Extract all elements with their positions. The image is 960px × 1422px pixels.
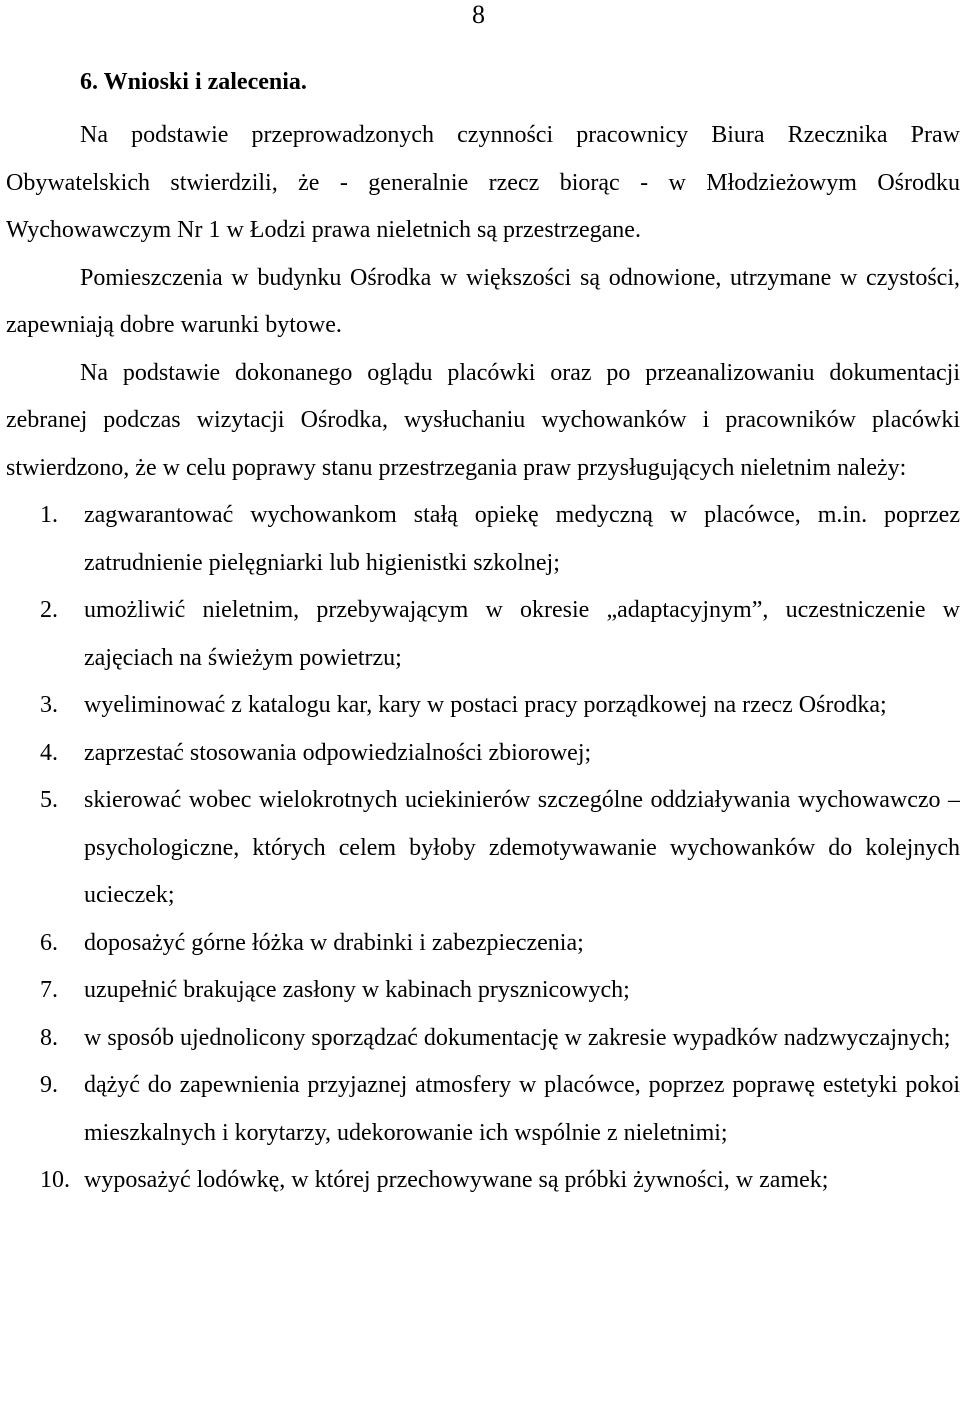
list-item-number: 5. <box>40 787 58 813</box>
list-item <box>6 1015 960 1063</box>
list-item-text: doposażyć górne łóżka w drabinki i zabezpieczenia; <box>84 929 584 956</box>
list-item-number: 1. <box>40 502 58 528</box>
list-item-text: zaprzestać stosowania odpowiedzialności zbiorowej; <box>84 739 592 766</box>
recommendations-list <box>6 492 960 1205</box>
list-item-number: 6. <box>40 929 58 956</box>
list-item-text: wyeliminować z katalogu kar, kary w postaci pracy porządkowej na rzecz Ośrodka; <box>84 692 887 718</box>
list-item <box>6 1062 960 1157</box>
list-item-text: w sposób ujednolicony sporządzać dokumentację w zakresie wypadków nadzwyczajnych; <box>84 1024 951 1051</box>
list-item-text: uzupełnić brakujące zasłony w kabinach prysznicowych; <box>84 977 630 1003</box>
list-item-number: 9. <box>40 1072 58 1098</box>
page-number: 8 <box>472 0 485 29</box>
list-item-number: 8. <box>40 1024 58 1051</box>
list-item-text: umożliwić nieletnim, przebywającym w okresie „adaptacyjnym”, uczestniczenie w zajęciach na świeżym powietrzu; <box>84 597 960 671</box>
paragraph-premises: Pomieszczenia w budynku Ośrodka w większości są odnowione, utrzymane w czystości, zapewniają dobre warunki bytowe. <box>6 264 960 338</box>
list-item <box>6 587 960 682</box>
paragraph-recommendations-intro: Na podstawie dokonanego oglądu placówki oraz po przeanalizowaniu dokumentacji zebranej podczas wizytacji Ośrodka, wysłuchaniu wychowanków i pracowników placówki stwierdzono, że w celu poprawy stanu przestrzegania praw przysługujących nieletnim należy: <box>6 359 960 481</box>
list-item-text: skierować wobec wielokrotnych uciekinierów szczególne oddziaływania wychowawczo – psychologiczne, których celem byłoby zdemotywawanie wychowanków do kolejnych ucieczek; <box>84 787 960 908</box>
list-item-text: dążyć do zapewnienia przyjaznej atmosfery w placówce, poprzez poprawę estetyki pokoi mieszkalnych i korytarzy, udekorowanie ich wspólnie z nieletnimi; <box>84 1072 960 1146</box>
list-item <box>6 920 960 968</box>
list-item-text: wyposażyć lodówkę, w której przechowywane są próbki żywności, w zamek; <box>84 1167 829 1193</box>
list-item <box>6 1157 960 1205</box>
document-body <box>6 62 960 1205</box>
list-item-number: 10. <box>40 1167 70 1193</box>
list-item-text: zagwarantować wychowankom stałą opiekę medyczną w placówce, m.in. poprzez zatrudnienie pielęgniarki lub higienistki szkolnej; <box>84 502 960 576</box>
list-item <box>6 730 960 778</box>
paragraph-findings: Na podstawie przeprowadzonych czynności pracownicy Biura Rzecznika Praw Obywatelskich stwierdzili, że - generalnie rzecz biorąc - w Młodzieżowym Ośrodku Wychowawczym Nr 1 w Łodzi prawa nieletnich są przestrzegane. <box>6 122 960 243</box>
list-item-number: 3. <box>40 692 58 718</box>
list-item-number: 7. <box>40 977 58 1003</box>
list-item <box>6 682 960 730</box>
list-item <box>6 967 960 1015</box>
list-item <box>6 492 960 587</box>
list-item <box>6 777 960 920</box>
list-item-number: 4. <box>40 739 58 766</box>
list-item-number: 2. <box>40 597 58 623</box>
section-heading: 6. Wnioski i zalecenia. <box>80 69 307 95</box>
